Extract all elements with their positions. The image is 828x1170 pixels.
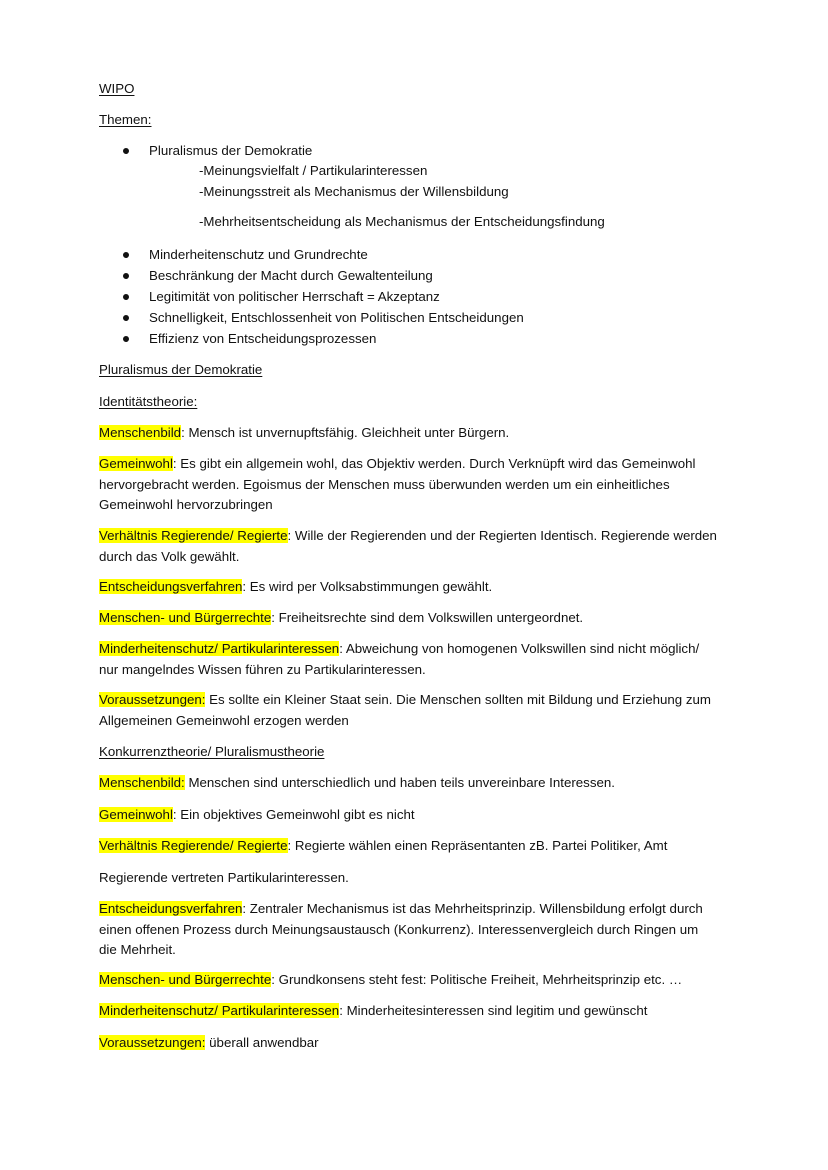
competition-gemeinwohl (99, 805, 719, 826)
term-text: : Es gibt ein allgemein wohl, das Objektiv werden. Durch Verknüpft wird das Gemeinwohl hervorgebracht werden. Egoismus der Menschen muss überwunden werden um ein einheitliches Gemeinwohl hervorzubringen (99, 456, 696, 512)
term-label: Minderheitenschutz/ Partikularinteressen (99, 641, 340, 656)
identity-gemeinwohl (99, 454, 719, 516)
term-text: : Freiheitsrechte sind dem Volkswillen untergeordnet. (271, 610, 584, 625)
competition-verhaeltnis (99, 836, 719, 857)
competition-menschenbild (99, 773, 719, 794)
term-text: : Mensch ist unvernupftsfähig. Gleichheit unter Bürgern. (181, 425, 510, 440)
term-label: Menschenbild: (99, 775, 185, 790)
term-label: Menschen- und Bürgerrechte (99, 972, 272, 987)
term-label: Gemeinwohl (99, 456, 173, 471)
term-label: Verhältnis Regierende/ Regierte (99, 528, 288, 543)
identity-verhaeltnis (99, 526, 719, 567)
identity-minderheit (99, 639, 719, 680)
term-text: : Regierte wählen einen Repräsentanten zB. Partei Politiker, Amt (287, 838, 668, 853)
term-label: Menschen- und Bürgerrechte (99, 610, 272, 625)
section-heading: Pluralismus der Demokratie (99, 362, 263, 377)
term-text: Menschen sind unterschiedlich und haben teils unvereinbare Interessen. (184, 775, 615, 790)
identity-rechte (99, 608, 719, 629)
term-label: Voraussetzungen: (99, 692, 206, 707)
term-text: : Grundkonsens steht fest: Politische Freiheit, Mehrheitsprinzip etc. … (271, 972, 683, 987)
term-text: überall anwendbar (205, 1035, 319, 1050)
identity-menschenbild (99, 423, 719, 444)
competition-voraus (99, 1033, 719, 1054)
competition-minderheit (99, 1001, 719, 1022)
identity-verfahren (99, 577, 719, 598)
theme-item: Effizienz von Entscheidungsprozessen (149, 331, 377, 346)
bullet-icon (123, 252, 129, 258)
bullet-icon (123, 148, 129, 154)
term-label: Entscheidungsverfahren (99, 579, 243, 594)
identity-heading: Identitätstheorie: (99, 394, 198, 409)
bullet-icon (123, 294, 129, 300)
theme-item: Pluralismus der Demokratie (149, 143, 313, 158)
themes-heading: Themen: (99, 112, 152, 127)
bullet-icon (123, 315, 129, 321)
term-label: Minderheitenschutz/ Partikularinteressen (99, 1003, 340, 1018)
bullet-icon (123, 273, 129, 279)
theme-item: Legitimität von politischer Herrschaft = Akzeptanz (149, 289, 440, 304)
competition-verhaeltnis-extra: Regierende vertreten Partikularinteressen. (99, 870, 349, 885)
term-label: Menschenbild (99, 425, 182, 440)
theme-item: Schnelligkeit, Entschlossenheit von Politischen Entscheidungen (149, 310, 524, 325)
document-title: WIPO (99, 81, 135, 96)
theme-subitem: -Meinungsstreit als Mechanismus der Willensbildung (199, 184, 509, 199)
term-text: : Es wird per Volksabstimmungen gewählt. (242, 579, 493, 594)
term-text: : Ein objektives Gemeinwohl gibt es nicht (172, 807, 415, 822)
term-label: Voraussetzungen: (99, 1035, 206, 1050)
competition-heading: Konkurrenztheorie/ Pluralismustheorie (99, 744, 325, 759)
theme-item: Beschränkung der Macht durch Gewaltenteilung (149, 268, 433, 283)
term-label: Entscheidungsverfahren (99, 901, 243, 916)
term-text: : Minderheitesinteressen sind legitim und gewünscht (339, 1003, 648, 1018)
competition-verfahren (99, 899, 719, 961)
theme-subitem: -Mehrheitsentscheidung als Mechanismus der Entscheidungsfindung (199, 214, 605, 229)
term-text: : Zentraler Mechanismus ist das Mehrheitsprinzip. Willensbildung erfolgt durch einen offenen Prozess durch Meinungsaustausch (Konkurrenz). Interessenvergleich durch Ringen um die Mehrheit. (99, 901, 703, 957)
theme-item: Minderheitenschutz und Grundrechte (149, 247, 368, 262)
term-label: Gemeinwohl (99, 807, 173, 822)
competition-rechte (99, 970, 719, 991)
term-text: Es sollte ein Kleiner Staat sein. Die Menschen sollten mit Bildung und Erziehung zum Allgemeinen Gemeinwohl erzogen werden (99, 692, 712, 728)
identity-voraus (99, 690, 719, 731)
bullet-icon (123, 336, 129, 342)
term-text: : Wille der Regierenden und der Regierten Identisch. Regierende werden durch das Volk gewählt. (99, 528, 717, 564)
term-text: : Abweichung von homogenen Volkswillen sind nicht möglich/ nur mangelndes Wissen führen zu Partikularinteressen. (99, 641, 700, 677)
theme-subitem: -Meinungsvielfalt / Partikularinteressen (199, 163, 428, 178)
term-label: Verhältnis Regierende/ Regierte (99, 838, 288, 853)
